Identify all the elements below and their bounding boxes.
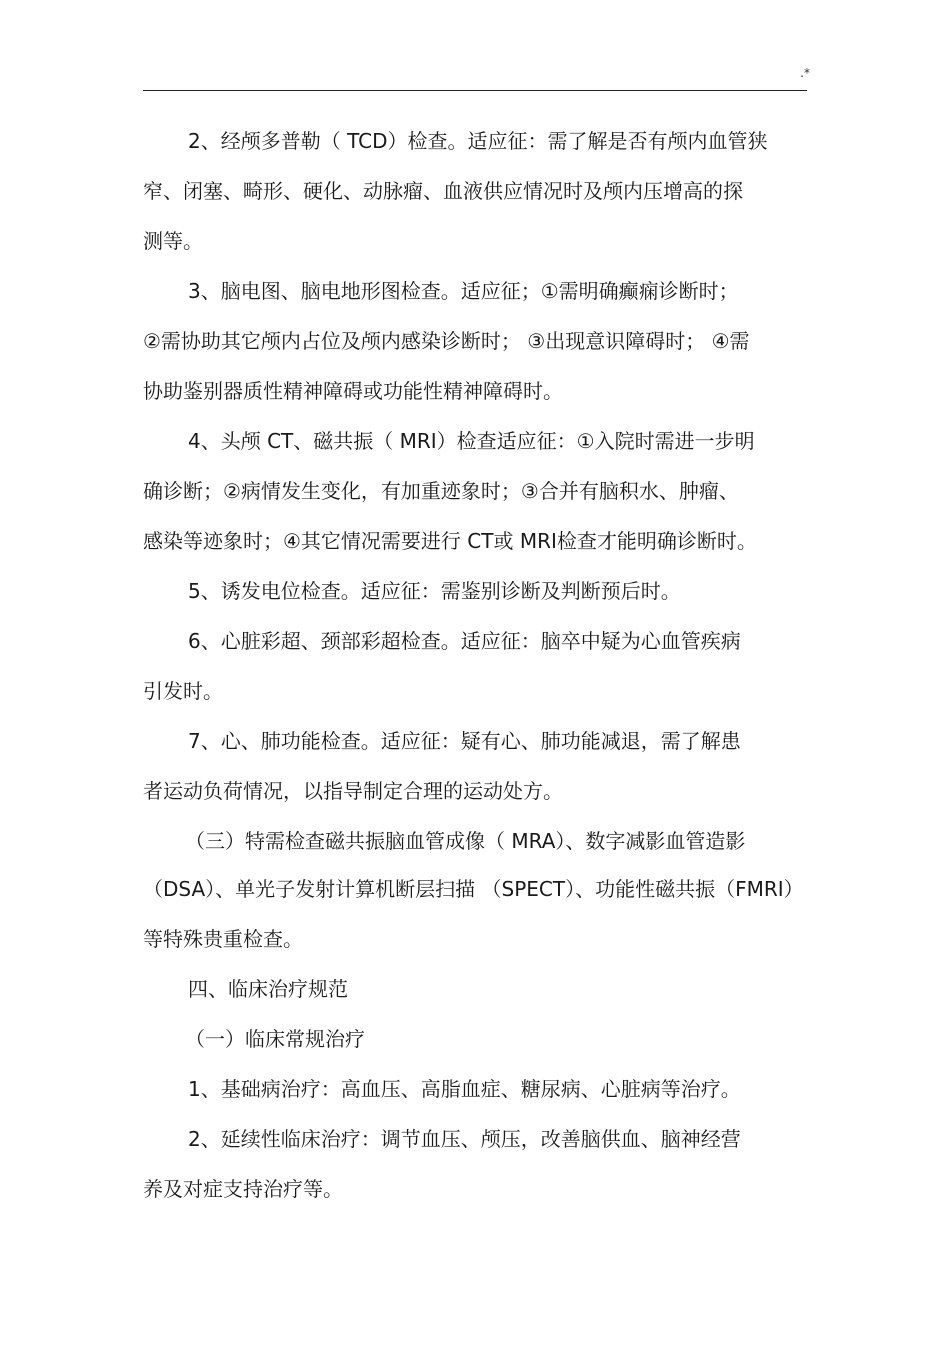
text-line: 等特殊贵重检查。 [143,927,303,951]
text-line: （三）特需检查磁共振脑血管成像（ MRA）、数字减影血管造影 [185,829,746,853]
text-line: （DSA）、单光子发射计算机断层扫描 （SPECT）、功能性磁共振（FMRI） [143,877,804,901]
text-line: 3、脑电图、脑电地形图检查。适应征；①需明确癫痫诊断时； [188,279,739,303]
text-line: 感染等迹象时；④其它情况需要进行 CT或 MRI检查才能明确诊断时。 [143,529,757,553]
header-rule [143,90,807,91]
text-line: 5、诱发电位检查。适应征：需鉴别诊断及判断预后时。 [188,579,681,603]
text-line: 测等。 [143,229,203,253]
text-line: 引发时。 [143,679,223,703]
text-line: 确诊断；②病情发生变化，有加重迹象时；③合并有脑积水、肿瘤、 [143,479,739,503]
header-mark: .* [800,66,810,80]
text-line: 2、延续性临床治疗：调节血压、颅压，改善脑供血、脑神经营 [188,1127,741,1151]
text-line: 养及对症支持治疗等。 [143,1177,343,1201]
text-line: ②需协助其它颅内占位及颅内感染诊断时； ③出现意识障碍时； ④需 [143,329,750,353]
text-line: 者运动负荷情况，以指导制定合理的运动处方。 [143,779,563,803]
text-line: 协助鉴别器质性精神障碍或功能性精神障碍时。 [143,379,563,403]
text-line: 1、基础病治疗：高血压、高脂血症、糖尿病、心脏病等治疗。 [188,1077,741,1101]
text-line: 7、心、肺功能检查。适应征：疑有心、肺功能减退，需了解患 [188,729,741,753]
text-line: 6、心脏彩超、颈部彩超检查。适应征：脑卒中疑为心血管疾病 [188,629,741,653]
text-line: 窄、闭塞、畸形、硬化、动脉瘤、血液供应情况时及颅内压增高的探 [143,179,743,203]
text-line: 4、头颅 CT、磁共振（ MRI）检查适应征：①入院时需进一步明 [188,429,755,453]
subsection-heading: （一）临床常规治疗 [185,1027,365,1051]
text-line: 2、经颅多普勒（ TCD）检查。适应征：需了解是否有颅内血管狭 [188,129,768,153]
section-heading: 四、临床治疗规范 [188,977,348,1001]
